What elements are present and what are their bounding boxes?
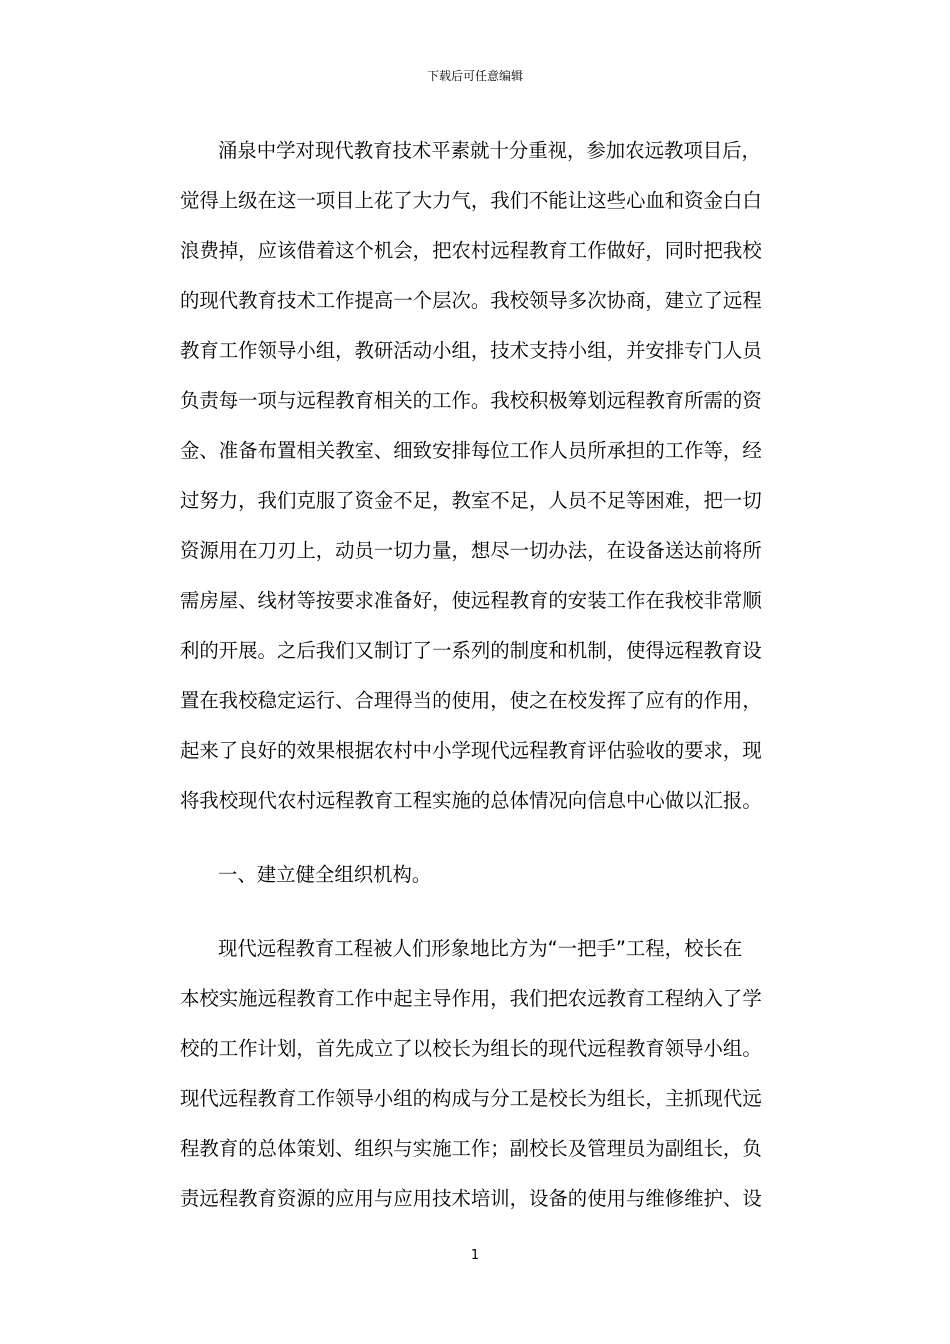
paragraph-line: 本校实施远程教育工作中起主导作用，我们把农远教育工程纳入了学 [180,987,762,1010]
paragraph-line: 置在我校稳定运行、合理得当的使用，使之在校发挥了应有的作用， [180,689,762,712]
paragraph-line: 负责每一项与远程教育相关的工作。我校积极筹划远程教育所需的资 [180,389,762,412]
paragraph-line: 的现代教育技术工作提高一个层次。我校领导多次协商，建立了远程 [180,289,762,312]
section-heading: 一、建立健全组织机构。 [218,863,432,886]
paragraph-line: 教育工作领导小组，教研活动小组，技术支持小组，并安排专门人员 [180,339,762,362]
paragraph-spacer [180,826,756,850]
paragraph-line: 程教育的总体策划、组织与实施工作；副校长及管理员为副组长，负 [180,1137,762,1160]
paragraph-line: 觉得上级在这一项目上花了大力气，我们不能让这些心血和资金白白 [180,189,762,212]
paragraph-line: 校的工作计划，首先成立了以校长为组长的现代远程教育领导小组。 [180,1037,762,1060]
paragraph-line: 资源用在刀刃上，动员一切力量，想尽一切办法，在设备送达前将所 [180,539,762,562]
paragraph-2 [180,924,762,1224]
paragraph-line: 现代远程教育工作领导小组的构成与分工是校长为组长，主抓现代远 [180,1087,762,1110]
paragraph-line: 起来了良好的效果根据农村中小学现代远程教育评估验收的要求，现 [180,739,762,762]
paragraph-1 [180,126,762,826]
page-number: 1 [470,1248,480,1263]
paragraph-line: 金、准备布置相关教室、细致安排每位工作人员所承担的工作等，经 [180,439,762,462]
paragraph-line: 现代远程教育工程被人们形象地比方为“一把手”工程，校长在 [218,937,743,960]
paragraph-line: 责远程教育资源的应用与应用技术培训，设备的使用与维修维护、设 [180,1187,762,1210]
paragraph-line: 浪费掉，应该借着这个机会，把农村远程教育工作做好，同时把我校 [180,239,762,262]
document-body [180,126,762,1224]
paragraph-line: 过努力，我们克服了资金不足，教室不足，人员不足等困难，把一切 [180,489,762,512]
paragraph-line: 需房屋、线材等按要求准备好，使远程教育的安装工作在我校非常顺 [180,589,762,612]
paragraph-line: 涌泉中学对现代教育技术平素就十分重视，参加农远教项目后， [218,139,761,162]
paragraph-line: 将我校现代农村远程教育工程实施的总体情况向信息中心做以汇报。 [180,789,762,812]
paragraph-spacer [180,900,756,924]
paragraph-line: 利的开展。之后我们又制订了一系列的制度和机制，使得远程教育设 [180,639,762,662]
header-note: 下载后可任意编辑 [426,69,523,83]
